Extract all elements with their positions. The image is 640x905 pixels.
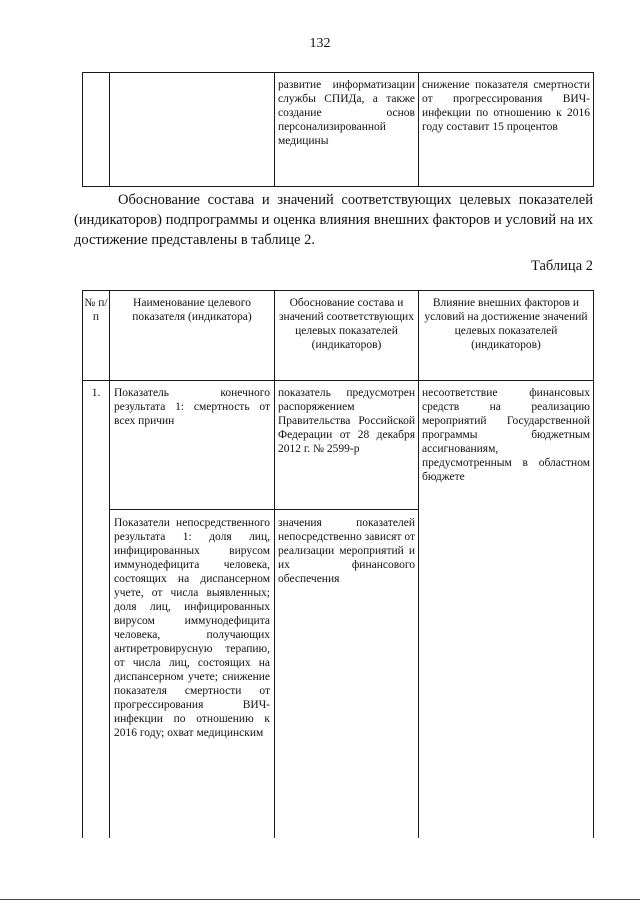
header-justification: Обоснование состава и значений соответствующих целевых показателей (индикаторов) — [279, 297, 414, 351]
header-name: Наименование целевого показателя (индикатора) — [132, 297, 252, 323]
row1-num: 1. — [91, 387, 101, 399]
header-influence: Влияние внешних факторов и условий на достижение значений целевых показателей (индикаторов) — [424, 297, 588, 351]
row1-name: Показатель конечного результата 1: смертность от всех причин — [114, 387, 270, 427]
bottom-rule — [0, 899, 640, 900]
row1-justification: показатель предусмотрен распоряжением Правительства Российской Федерации от 28 декабря 2012 г. № 2599-р — [278, 387, 415, 455]
page-number: 132 — [309, 36, 331, 51]
top-table-cell-col3: развитие информатизации службы СПИДа, а также создание основ персонализированной медицины — [278, 79, 415, 147]
row2-name: Показатели непосредственного результата 1: доля лиц, инфицированных вирусом иммунодефицита человека, состоящих на диспансерном учете, от числа выявленных; доля лиц, инфицированных вирусом иммунодефицита человека, получающих антиретровирусную терапию, от числа лиц, состоящих на диспансерном учете; снижение показателя смертности от прогрессирования ВИЧ-инфекции по отношению к 2016 году; охват медицинским — [114, 517, 270, 739]
top-table-cell-col4: снижение показателя смертности от прогрессирования ВИЧ-инфекции по отношению к 2016 году составит 15 процентов — [422, 79, 590, 133]
table-caption: Таблица 2 — [530, 258, 593, 274]
header-num: № п/п — [84, 297, 108, 323]
row1-influence: несоответствие финансовых средств на реализацию мероприятий Государственной программы бюджетным ассигнованиям, предусмотренным в областном бюджете — [422, 387, 590, 483]
body-paragraph: Обоснование состава и значений соответствующих целевых показателей (индикаторов) подпрограммы и оценка влияния внешних факторов и условий на их достижение представлены в таблице 2. — [74, 192, 593, 248]
row2-justification: значения показателей непосредственно зависят от реализации мероприятий и их финансового обеспечения — [278, 517, 415, 585]
